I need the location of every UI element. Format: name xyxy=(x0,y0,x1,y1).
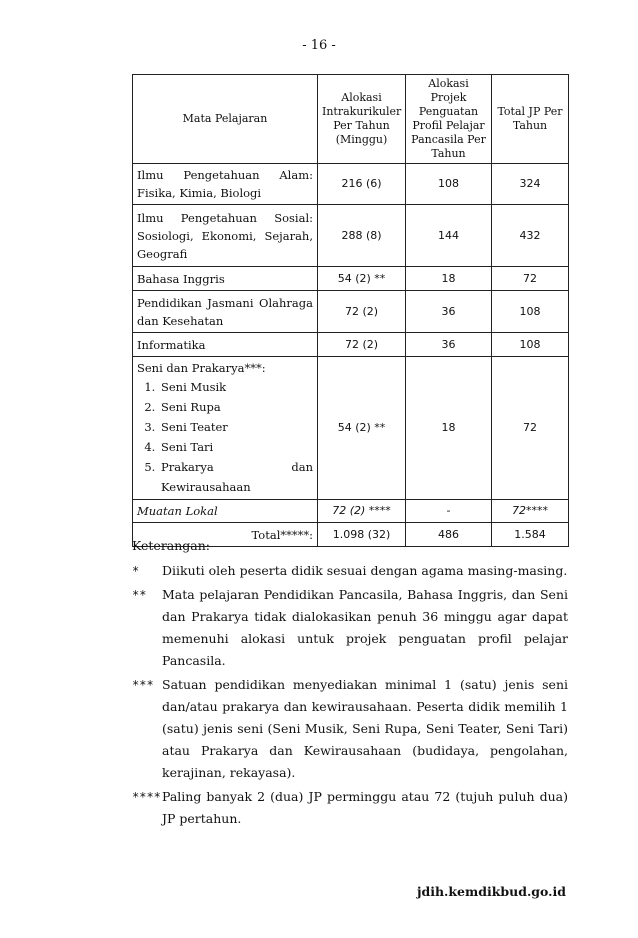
list-item: 1. Seni Musik xyxy=(159,377,313,397)
intra-cell: 54 (2) ** xyxy=(318,357,406,500)
projek-cell: 18 xyxy=(406,267,492,291)
table-row xyxy=(133,333,569,357)
subject-cell: Informatika xyxy=(133,333,318,357)
note-item xyxy=(132,786,568,830)
header-subject: Mata Pelajaran xyxy=(133,75,318,164)
note-text: Mata pelajaran Pendidikan Pancasila, Bahasa Inggris, dan Seni dan Prakarya tidak dialokasikan penuh 36 minggu agar dapat memenuhi alokasi untuk projek penguatan profil pelajar Pancasila. xyxy=(162,587,568,668)
intra-cell: 72 (2) xyxy=(318,333,406,357)
arts-title: Seni dan Prakarya***: xyxy=(137,361,266,375)
total-cell: 108 xyxy=(492,291,569,333)
note-item xyxy=(132,584,568,672)
subject-cell: Bahasa Inggris xyxy=(133,267,318,291)
total-cell: 72 xyxy=(492,267,569,291)
footer-website: jdih.kemdikbud.go.id xyxy=(416,884,566,899)
total-label-cell: Total*****: xyxy=(133,523,318,547)
projek-cell: 144 xyxy=(406,205,492,267)
total-cell: 72 xyxy=(492,357,569,500)
projek-cell: 486 xyxy=(406,523,492,547)
subject-cell: Pendidikan Jasmani Olahraga dan Kesehatan xyxy=(133,291,318,333)
note-mark: **** xyxy=(132,790,161,804)
list-item: 4. Seni Tari xyxy=(159,437,313,457)
notes-title: Keterangan: xyxy=(132,538,211,553)
list-item: 3. Seni Teater xyxy=(159,417,313,437)
total-cell: 324 xyxy=(492,164,569,205)
subject-cell: Ilmu Pengetahuan Sosial: Sosiologi, Ekonomi, Sejarah, Geografi xyxy=(133,205,318,267)
subject-cell: Ilmu Pengetahuan Alam: Fisika, Kimia, Biologi xyxy=(133,164,318,205)
projek-cell: 18 xyxy=(406,357,492,500)
note-mark: * xyxy=(132,564,140,578)
total-cell: 432 xyxy=(492,205,569,267)
note-item xyxy=(132,560,568,582)
header-total: Total JP Per Tahun xyxy=(492,75,569,164)
allocation-table xyxy=(132,74,569,547)
projek-cell: 108 xyxy=(406,164,492,205)
page-number: - 16 - xyxy=(302,38,336,53)
header-intrakurikuler: Alokasi Intrakurikuler Per Tahun (Minggu) xyxy=(318,75,406,164)
table-row xyxy=(133,291,569,333)
note-mark: *** xyxy=(132,678,154,692)
note-item xyxy=(132,674,568,784)
intra-cell: 288 (8) xyxy=(318,205,406,267)
header-projek: Alokasi Projek Penguatan Profil Pelajar Pancasila Per Tahun xyxy=(406,75,492,164)
table-row-arts xyxy=(133,357,569,500)
list-item: 5. Prakarya dan Kewirausahaan xyxy=(159,457,313,497)
note-text: Paling banyak 2 (dua) JP perminggu atau 72 (tujuh puluh dua) JP pertahun. xyxy=(162,789,568,826)
projek-cell: 36 xyxy=(406,291,492,333)
table-row xyxy=(133,267,569,291)
total-cell: 1.584 xyxy=(492,523,569,547)
notes-section xyxy=(132,536,568,832)
table-row xyxy=(133,205,569,267)
table-row xyxy=(133,164,569,205)
intra-cell: 72 (2) **** xyxy=(318,500,406,523)
total-cell: 72**** xyxy=(492,500,569,523)
projek-cell: - xyxy=(406,500,492,523)
projek-cell: 36 xyxy=(406,333,492,357)
intra-cell: 1.098 (32) xyxy=(318,523,406,547)
table-row-muatan-lokal xyxy=(133,500,569,523)
intra-cell: 72 (2) xyxy=(318,291,406,333)
table-header-row xyxy=(133,75,569,164)
note-text: Diikuti oleh peserta didik sesuai dengan agama masing-masing. xyxy=(162,563,568,578)
list-item: 2. Seni Rupa xyxy=(159,397,313,417)
note-text: Satuan pendidikan menyediakan minimal 1 (satu) jenis seni dan/atau prakarya dan kewirausahaan. Peserta didik memilih 1 (satu) jenis seni (Seni Musik, Seni Rupa, Seni Teater, Seni Tari) atau Prakarya dan Kewirausahaan (budidaya, pengolahan, kerajinan, rekayasa). xyxy=(162,677,568,780)
subject-cell: Muatan Lokal xyxy=(133,500,318,523)
intra-cell: 54 (2) ** xyxy=(318,267,406,291)
arts-list xyxy=(137,377,313,497)
note-mark: ** xyxy=(132,588,147,602)
intra-cell: 216 (6) xyxy=(318,164,406,205)
total-cell: 108 xyxy=(492,333,569,357)
subject-cell-arts xyxy=(133,357,318,500)
